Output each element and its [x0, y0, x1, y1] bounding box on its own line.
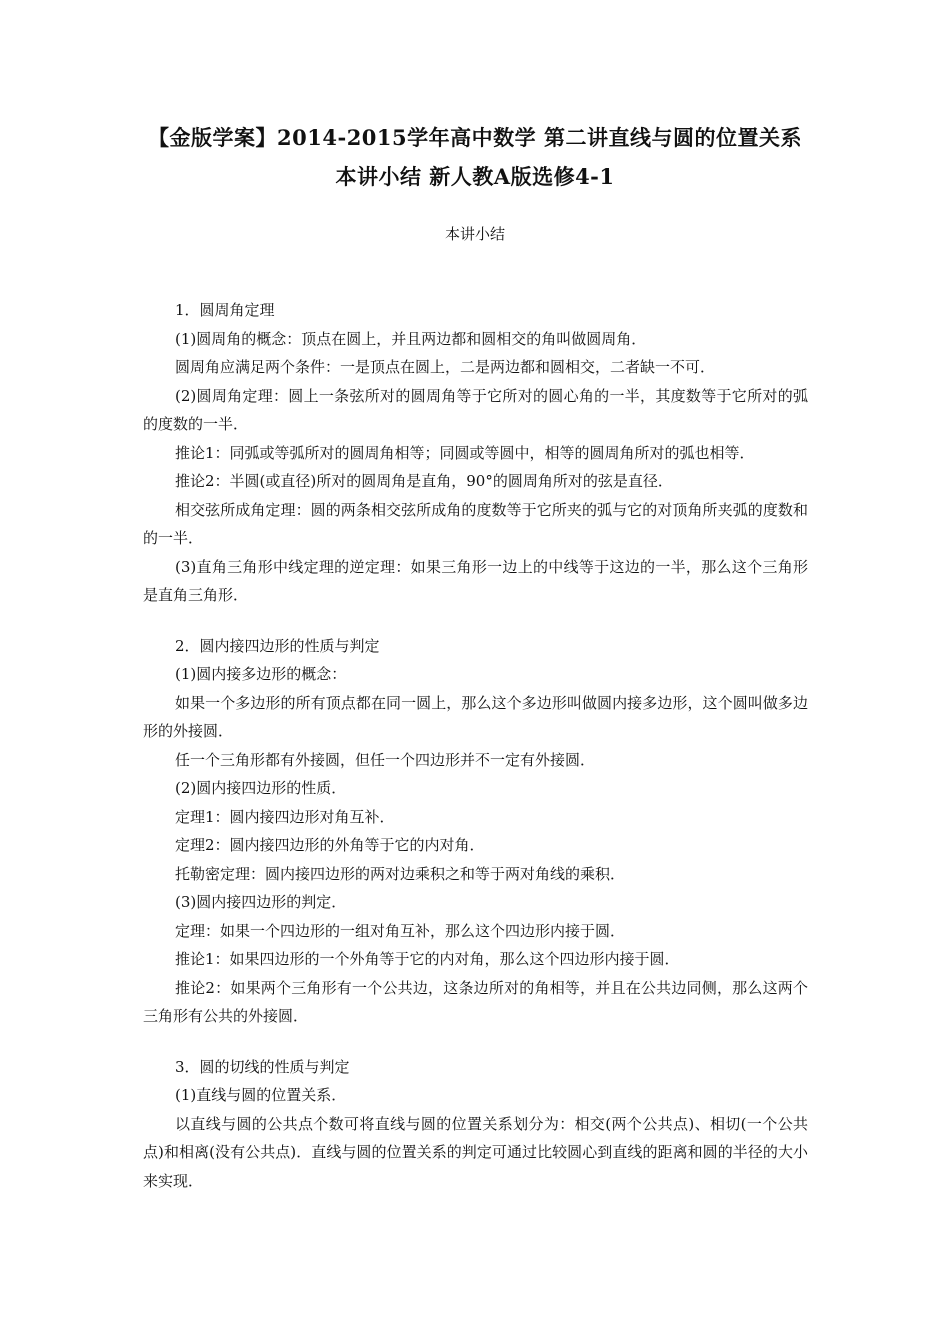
paragraph: 定理1：圆内接四边形对角互补．	[175, 807, 395, 826]
paragraph: 如果一个多边形的所有顶点都在同一圆上，那么这个多边形叫做圆内接多边形，这个圆叫做多边形的外接圆．	[143, 693, 808, 740]
paragraph: (2)圆内接四边形的性质．	[175, 779, 347, 797]
section-1-heading: 1．圆周角定理	[175, 301, 275, 319]
paragraph: 任一个三角形都有外接圆，但任一个四边形并不一定有外接圆．	[175, 750, 596, 769]
section-3-heading: 3．圆的切线的性质与判定	[175, 1057, 350, 1076]
document-title-line-1: 【金版学案】2014-2015学年高中数学 第二讲直线与圆的位置关系	[148, 125, 802, 150]
document-title-line-2: 本讲小结 新人教A版选修4-1	[335, 164, 615, 189]
paragraph: (1)直线与圆的位置关系．	[175, 1086, 347, 1104]
paragraph: (3)直角三角形中线定理的逆定理：如果三角形一边上的中线等于这边的一半，那么这个三角形是直角三角形．	[143, 557, 808, 604]
paragraph: 托勒密定理：圆内接四边形的两对边乘积之和等于两对角线的乘积．	[175, 864, 626, 883]
paragraph: 推论1：同弧或等弧所对的圆周角相等；同圆或等圆中，相等的圆周角所对的弧也相等．	[175, 443, 755, 462]
paragraph: 圆周角应满足两个条件：一是顶点在圆上，二是两边都和圆相交，二者缺一不可．	[175, 358, 716, 376]
paragraph: (1)圆周角的概念：顶点在圆上，并且两边都和圆相交的角叫做圆周角．	[175, 329, 647, 348]
section-gap	[143, 1031, 808, 1053]
document-subtitle: 本讲小结	[444, 225, 505, 243]
paragraph: (1)圆内接多边形的概念：	[175, 665, 347, 683]
paragraph: (3)圆内接四边形的判定．	[175, 893, 347, 911]
paragraph: 定理2：圆内接四边形的外角等于它的内对角．	[175, 836, 485, 854]
paragraph: 定理：如果一个四边形的一组对角互补，那么这个四边形内接于圆．	[175, 921, 626, 940]
paragraph: (2)圆周角定理：圆上一条弦所对的圆周角等于它所对的圆心角的一半，其度数等于它所对的弧的度数的一半．	[143, 386, 808, 433]
paragraph: 推论2：如果两个三角形有一个公共边，这条边所对的角相等，并且在公共边同侧，那么这两个三角形有公共的外接圆．	[143, 978, 808, 1025]
paragraph: 以直线与圆的公共点个数可将直线与圆的位置关系划分为：相交(两个公共点)、相切(一个公共点)和相离(没有公共点)．直线与圆的位置关系的判定可通过比较圆心到直线的距离和圆的半径的大小来实现．	[143, 1114, 808, 1190]
document-body	[143, 296, 808, 1195]
paragraph: 推论1：如果四边形的一个外角等于它的内对角，那么这个四边形内接于圆．	[175, 950, 680, 968]
paragraph: 相交弦所成角定理：圆的两条相交弦所成角的度数等于它所夹的弧与它的对顶角所夹弧的度数和的一半．	[143, 500, 808, 547]
paragraph: 推论2：半圆(或直径)所对的圆周角是直角，90°的圆周角所对的弦是直径．	[175, 472, 673, 490]
section-gap	[143, 610, 808, 632]
section-2-heading: 2．圆内接四边形的性质与判定	[175, 636, 380, 655]
